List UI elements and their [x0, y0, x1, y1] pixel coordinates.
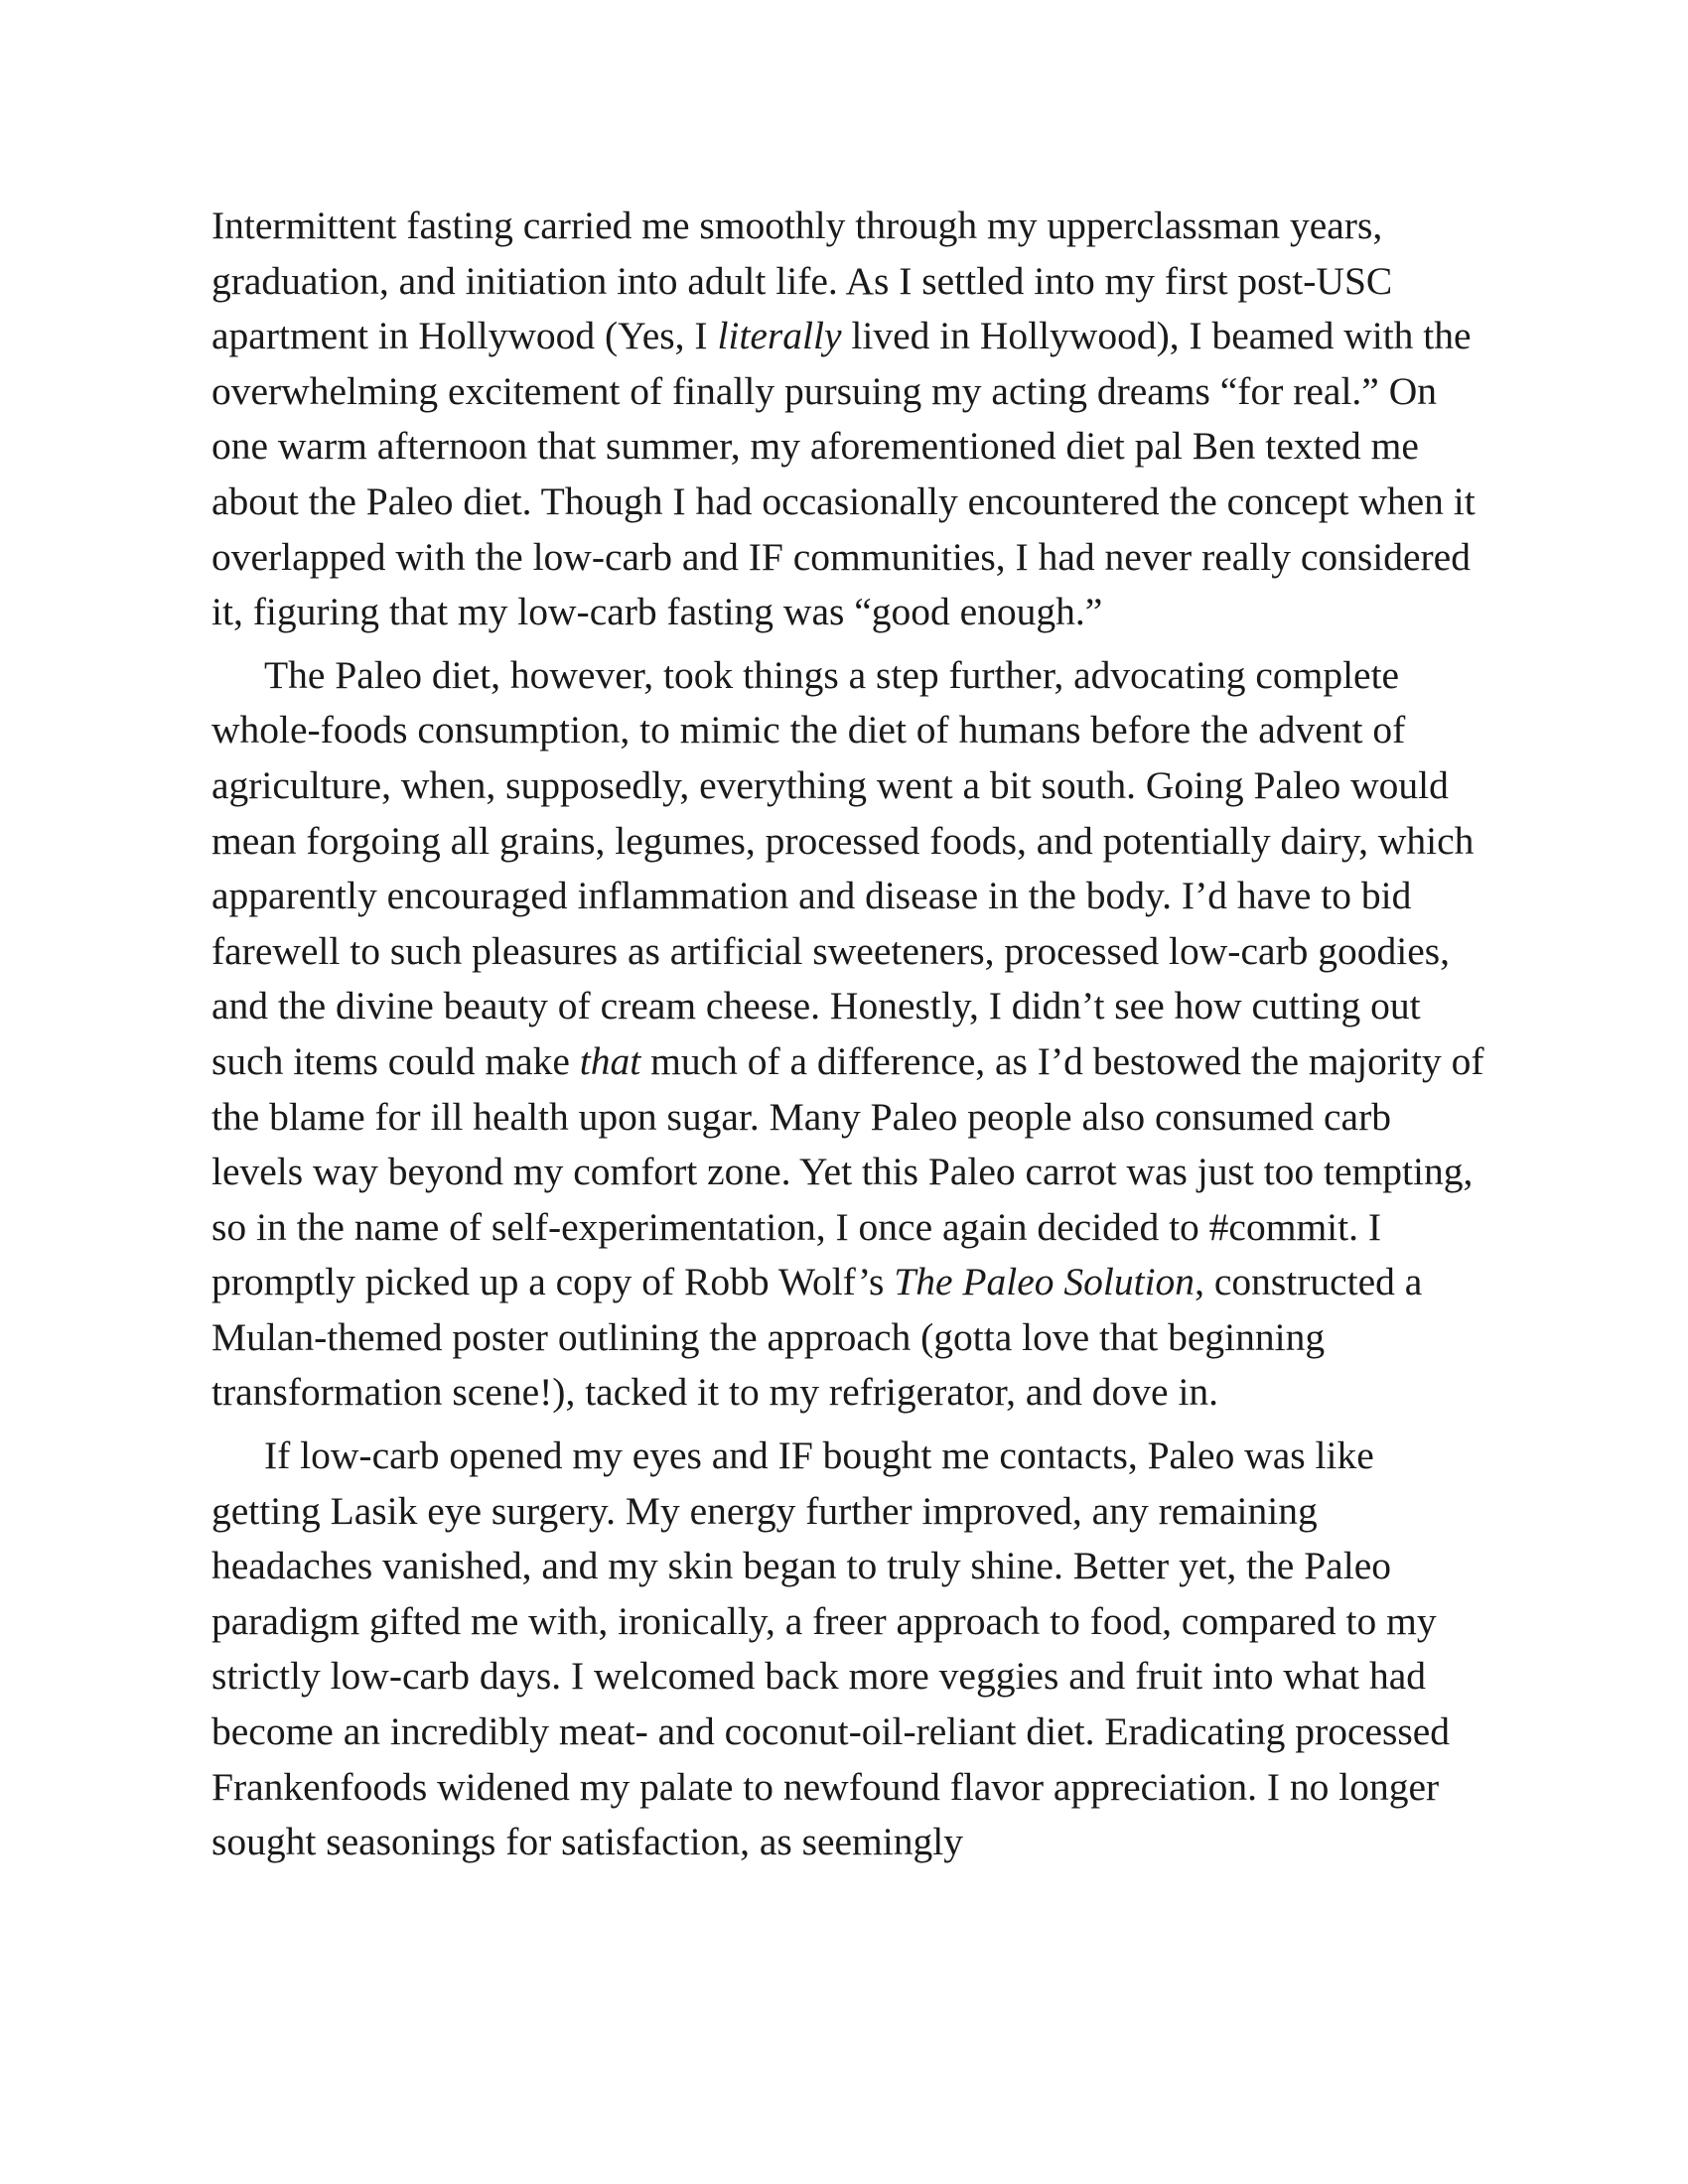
book-title: The Paleo Solution	[894, 1260, 1196, 1304]
body-text	[211, 199, 1487, 1870]
text-segment: lived in Hollywood), I beamed with the overwhelming excitement of finally pursuing my acting dreams “for real.” On one warm afternoon that summer, my aforementioned diet pal Ben texted me about the Paleo diet. Though I had occasionally encountered the concept when it overlapped with the low-carb and IF communities, I had never really considered it, figuring that my low-carb fasting was “good enough.”	[211, 314, 1476, 634]
paragraph-3	[211, 1429, 1487, 1870]
text-segment: Intermittent fasting carried me smoothly through my upperclassman years, graduation, and initiation into adult life. As I settled into my first post-USC apartment in Hollywood (Yes, I	[211, 204, 1393, 358]
text-segment: , constructed a Mulan-themed poster outlining the approach (gotta love that beginning transformation scene!), tacked it to my refrigerator, and dove in.	[211, 1260, 1423, 1415]
italic-text: literally	[717, 314, 842, 358]
text-segment: much of a difference, as I’d bestowed the majority of the blame for ill health upon sugar. Many Paleo people also consumed carb levels way beyond my comfort zone. Yet this Paleo carrot was just too tempting, so in the name of self-experimentation, I once again decided to #commit. I promptly picked up a copy of Robb Wolf’s	[211, 1038, 1484, 1304]
paragraph-1	[211, 199, 1487, 640]
text-segment: The Paleo diet, however, took things a step further, advocating complete whole-foods consumption, to mimic the diet of humans before the advent of agriculture, when, supposedly, everything went a bit south. Going Paleo would mean forgoing all grains, legumes, processed foods, and potentially dairy, which apparently encouraged inflammation and disease in the body. I’d have to bid farewell to such pleasures as artificial sweeteners, processed low-carb goodies, and the divine beauty of cream cheese. Honestly, I didn’t see how cutting out such items could make	[211, 652, 1475, 1083]
paragraph-2	[211, 648, 1487, 1421]
text-segment: If low-carb opened my eyes and IF bought me contacts, Paleo was like getting Lasik eye surgery. My energy further improved, any remaining headaches vanished, and my skin began to truly shine. Better yet, the Paleo paradigm gifted me with, ironically, a freer approach to food, compared to my strictly low-carb days. I welcomed back more veggies and fruit into what had become an incredibly meat- and coconut-oil-reliant diet. Eradicating processed Frankenfoods widened my palate to newfound flavor appreciation. I no longer sought seasonings for satisfaction, as seemingly	[211, 1433, 1451, 1864]
italic-text: that	[579, 1038, 641, 1083]
